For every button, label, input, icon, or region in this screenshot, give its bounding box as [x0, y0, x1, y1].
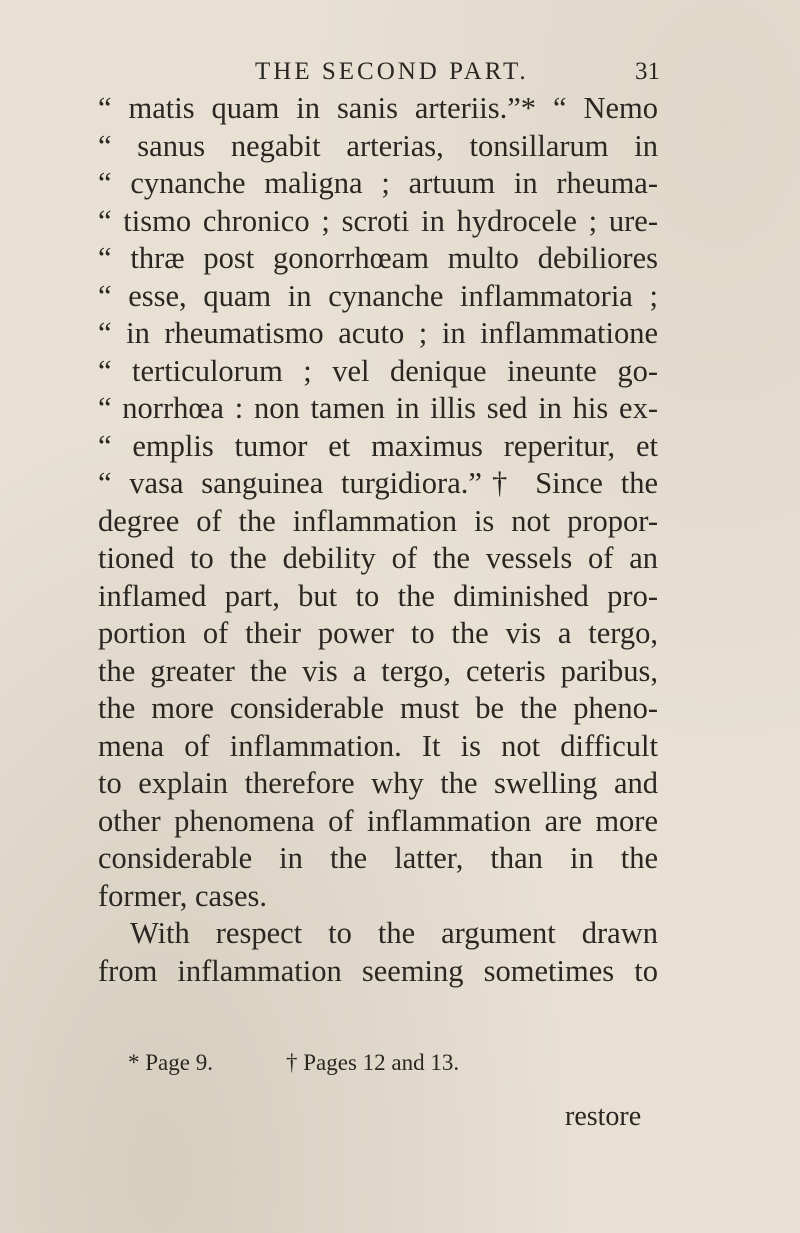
running-title: THE SECOND PART. [255, 58, 529, 85]
text-line: the greater the vis a tergo, ceteris paribus, [98, 653, 658, 688]
text-line: mena of inflammation. It is not difficult [98, 728, 658, 763]
text-line: considerable in the latter, than in the [98, 841, 658, 875]
text-line: “ thræ post gonorrhœam multo debiliores [98, 241, 658, 275]
catchword: restore [565, 1101, 642, 1132]
text-line: With respect to the argument drawn [130, 916, 658, 950]
text-line: former, cases. [98, 878, 267, 913]
footnote: * Page 9. [128, 1050, 213, 1075]
text-line: “ cynanche maligna ; artuum in rheuma- [98, 166, 658, 200]
text-line: “ matis quam in sanis arteriis.”* “ Nemo [98, 91, 658, 125]
text-line: other phenomena of inflammation are more [98, 803, 658, 838]
text-line: to explain therefore why the swelling and [98, 766, 658, 800]
text-line: “ vasa sanguinea turgidiora.”† Since the [98, 466, 658, 500]
text-line: tioned to the debility of the vessels of an [98, 541, 658, 575]
text-line: from inflammation seeming sometimes to [98, 953, 658, 988]
text-line: “ esse, quam in cynanche inflammatoria ; [98, 278, 658, 313]
footnote: † Pages 12 and 13. [286, 1050, 460, 1075]
page-number: 31 [635, 58, 660, 85]
text-line: “ norrhœa : non tamen in illis sed in his ex- [98, 391, 658, 425]
text-line: the more considerable must be the pheno- [98, 691, 658, 725]
text-line: “ sanus negabit arterias, tonsillarum in [98, 128, 658, 163]
text-line: portion of their power to the vis a tergo, [98, 616, 658, 650]
text-line: “ tismo chronico ; scroti in hydrocele ; ure- [98, 203, 658, 238]
body-text [98, 90, 658, 990]
text-line: inflamed part, but to the diminished pro- [98, 578, 658, 613]
text-line: “ terticulorum ; vel denique ineunte go- [98, 353, 658, 388]
text-line: degree of the inflammation is not propor- [98, 503, 658, 538]
text-line: “ in rheumatismo acuto ; in inflammatione [98, 316, 658, 350]
text-line: “ emplis tumor et maximus reperitur, et [98, 428, 658, 463]
